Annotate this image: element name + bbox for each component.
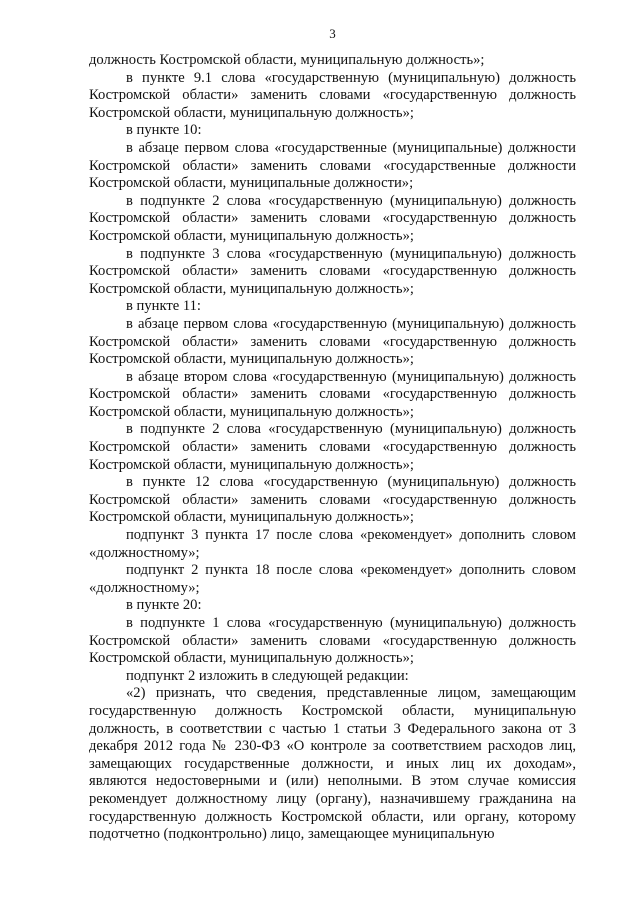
- paragraph: «2) признать, что сведения, представленные лицом, замещающим государственную должность Костромской области, муниципальную должность, в соответствии с частью 1 статьи 3 Федерального закона от 3 декабря 2012 года № 230-ФЗ «О контроле за соответствием расходов лиц, замещающих государственные должности, и иных лиц их доходам», являются недостоверными и (или) неполными. В этом случае комиссия рекомендует должностному лицу (органу), назначившему гражданина на государственную должность Костромской области, или органу, которому подотчетно (подконтрольно) лицо, замещающее муниципальную: [89, 685, 576, 843]
- page-number: 3: [329, 26, 336, 41]
- paragraph: должность Костромской области, муниципальную должность»;: [89, 52, 485, 68]
- paragraph: в пункте 11:: [126, 298, 201, 315]
- paragraph: в подпункте 1 слова «государственную (муниципальную) должность Костромской области» заменить словами «государственную должность Костромской области, муниципальную должность»;: [89, 615, 576, 667]
- paragraph: в пункте 12 слова «государственную (муниципальную) должность Костромской области» заменить словами «государственную должность Костромской области, муниципальную должность»;: [89, 474, 576, 526]
- paragraph: в подпункте 2 слова «государственную (муниципальную) должность Костромской области» заменить словами «государственную должность Костромской области, муниципальную должность»;: [89, 192, 576, 244]
- paragraph: подпункт 2 изложить в следующей редакции:: [126, 667, 409, 684]
- paragraph: в абзаце втором слова «государственную (муниципальную) должность Костромской области» заменить словами «государственную должность Костромской области, муниципальную должность»;: [89, 368, 576, 420]
- paragraph: в пункте 20:: [126, 597, 202, 614]
- paragraph: в абзаце первом слова «государственные (муниципальные) должности Костромской области» заменить словами «государственные должности Костромской области, муниципальные должности»;: [89, 139, 576, 192]
- paragraph: в абзаце первом слова «государственную (муниципальную) должность Костромской области» заменить словами «государственную должность Костромской области, муниципальную должность»;: [89, 315, 576, 368]
- paragraph: в пункте 10:: [126, 122, 202, 139]
- paragraph: в подпункте 3 слова «государственную (муниципальную) должность Костромской области» заменить словами «государственную должность Костромской области, муниципальную должность»;: [89, 245, 576, 297]
- paragraph: подпункт 2 пункта 18 после слова «рекомендует» дополнить словом «должностному»;: [89, 562, 576, 596]
- paragraph: в подпункте 2 слова «государственную (муниципальную) должность Костромской области» заменить словами «государственную должность Костромской области, муниципальную должность»;: [89, 421, 576, 473]
- paragraph: в пункте 9.1 слова «государственную (муниципальную) должность Костромской области» заменить словами «государственную должность Костромской области, муниципальную должность»;: [89, 69, 576, 121]
- document-body: [89, 52, 576, 844]
- paragraph: подпункт 3 пункта 17 после слова «рекомендует» дополнить словом «должностному»;: [89, 527, 576, 561]
